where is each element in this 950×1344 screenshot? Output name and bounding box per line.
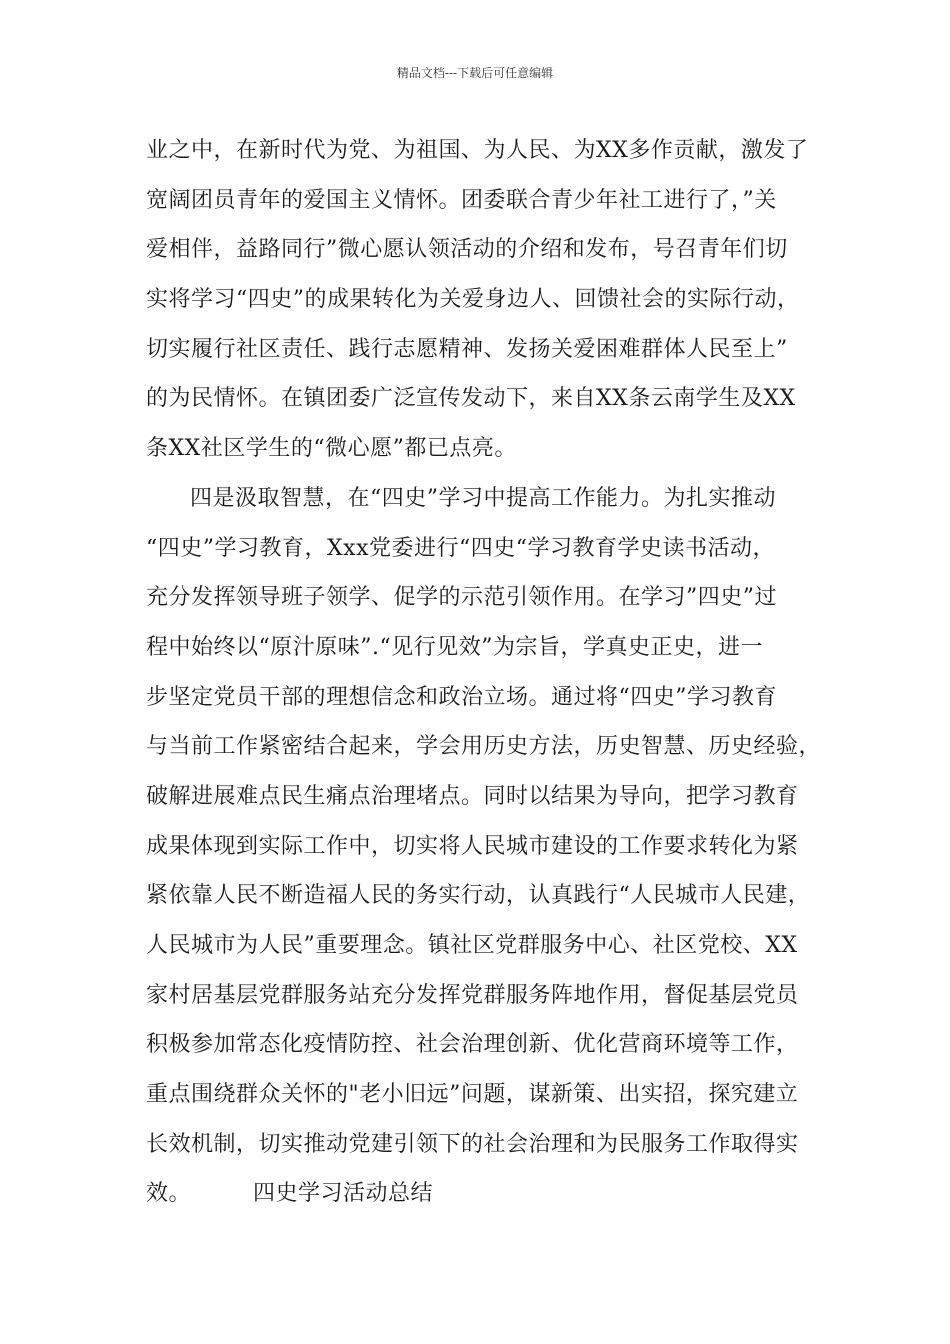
document-body: [146, 126, 826, 1219]
text-line: 步坚定党员干部的理想信念和政治立场。通过将“四史”学习教育: [146, 684, 777, 710]
text-line: 实将学习“四史”的成果转化为关爱身边人、回馈社会的实际行动，: [146, 287, 800, 313]
page-header: 精品文档---下载后可任意编辑: [396, 66, 554, 80]
text-line: “四史”学习教育，Xxx党委进行“四史“学习教育学史读书活动，: [146, 535, 775, 561]
text-line: 切实履行社区责任、践行志愿精神、发扬关爱困难群体人民至上”: [146, 336, 788, 362]
text-line-last: [146, 1169, 826, 1219]
text-line: 重点围绕群众关怀的"老小旧远”问题，谋新策、出实招，探究建立: [146, 1082, 799, 1108]
text-line: 家村居基层党群服务站充分发挥党群服务阵地作用，督促基层党员: [146, 982, 799, 1008]
text-line: 紧依靠人民不断造福人民的务实行动，认真践行“人民城市人民建，: [146, 883, 811, 909]
text-line: 成果体现到实际工作中，切实将人民城市建设的工作要求转化为紧: [146, 833, 799, 859]
text-line: 长效机制，切实推动党建引领下的社会治理和为民服务工作取得实: [146, 1131, 799, 1157]
text-line: 积极参加常态化疫情防控、社会治理创新、优化营商环境等工作，: [146, 1032, 799, 1058]
text-line: 与当前工作紧密结合起来，学会用历史方法，历史智慧、历史经验，: [146, 734, 822, 760]
text-line: 破解进展难点民生痛点治理堵点。同时以结果为导向，把学习教育: [146, 783, 799, 809]
text-line: 条XX社区学生的“微心愿”都已点亮。: [146, 436, 517, 462]
text-line: 业之中，在新时代为党、为祖国、为人民、为XX多作贡献，激发了: [146, 138, 809, 163]
text-line: 的为民情怀。在镇团委广泛宣传发动下，来自XX条云南学生及XX: [146, 386, 796, 412]
trailing-title: 四史学习活动总结: [253, 1181, 434, 1207]
text-line: 爱相伴，益路同行”微心愿认领活动的介绍和发布，号召青年们切: [146, 237, 788, 263]
text-line: 程中始终以“原汁原味”.“见行见效”为宗旨，学真史正史，进一: [146, 634, 763, 660]
paragraph-end-text: 效。: [146, 1181, 192, 1207]
text-line: 人民城市为人民”重要理念。镇社区党群服务中心、社区党校、XX: [146, 933, 798, 958]
text-line: 充分发挥领导班子领学、促学的示范引领作用。在学习”四史”过: [146, 585, 777, 611]
text-line: 宽阔团员青年的爱国主义情怀。团委联合青少年社工进行了，”关: [146, 187, 777, 213]
text-line: 四是汲取智慧，在“四史”学习中提高工作能力。为扎实推动: [190, 485, 776, 511]
